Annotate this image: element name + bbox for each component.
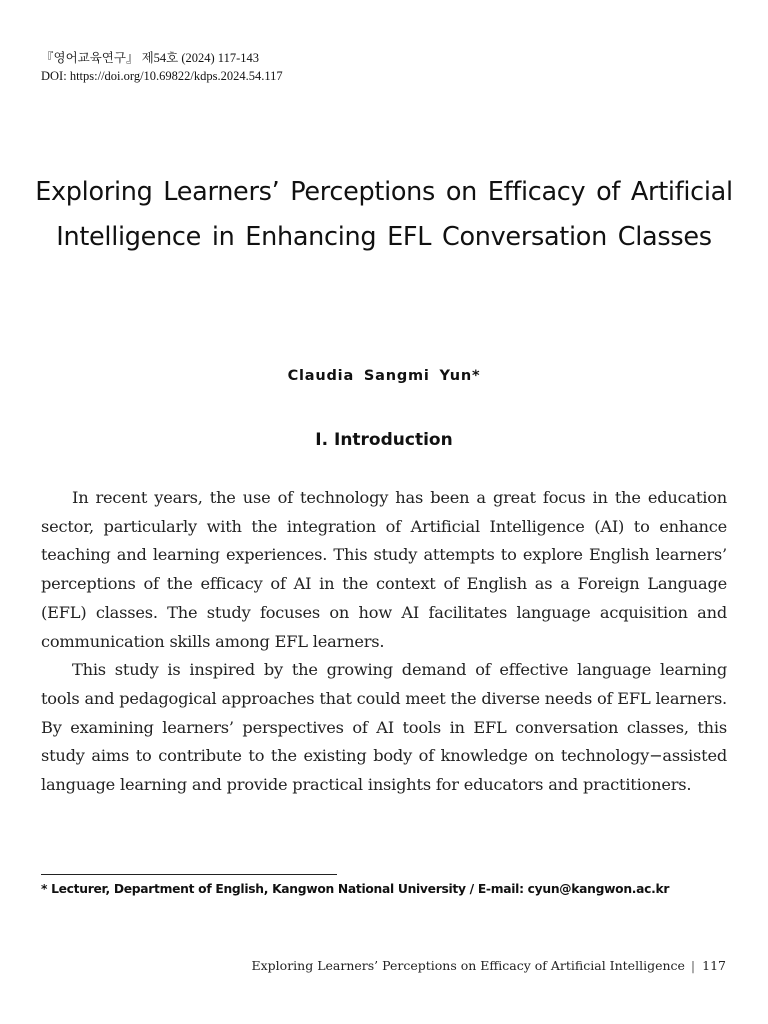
article-title: Exploring Learners’ Perceptions on Efficacy of Artificial Intelligence in Enhancing EFL Conversation Classes — [35, 177, 733, 252]
journal-header — [41, 49, 283, 85]
paragraph: In recent years, the use of technology has been a great focus in the education sector, particularly with the integration of Artificial Intelligence (AI) to enhance teaching and learning experiences. This study attempts to explore English learners’ perceptions of the efficacy of AI in the context of English as a Foreign Language (EFL) classes. The study focuses on how AI facilitates language acquisition and communication skills among EFL learners. — [41, 488, 727, 651]
body-text — [41, 484, 727, 800]
doi-line: DOI: https://doi.org/10.69822/kdps.2024.54.117 — [41, 69, 283, 83]
running-footer — [252, 958, 727, 973]
footnote-divider — [41, 874, 337, 875]
journal-citation: 『영어교육연구』 제54호 (2024) 117-143 — [41, 51, 259, 65]
footnote: * Lecturer, Department of English, Kangwon National University / E-mail: cyun@kangwon.ac.kr — [41, 882, 670, 896]
section-heading: I. Introduction — [315, 430, 453, 450]
paragraph: This study is inspired by the growing demand of effective language learning tools and pedagogical approaches that could meet the diverse needs of EFL learners. By examining learners’ perspectives of AI tools in EFL conversation classes, this study aims to contribute to the existing body of knowledge on technology−assisted language learning and provide practical insights for educators and practitioners. — [41, 660, 727, 795]
footer-separator: | — [690, 958, 696, 973]
author-name: Claudia Sangmi Yun* — [287, 368, 481, 384]
page-number: 117 — [702, 958, 726, 973]
running-title: Exploring Learners’ Perceptions on Efficacy of Artificial Intelligence — [251, 958, 685, 973]
